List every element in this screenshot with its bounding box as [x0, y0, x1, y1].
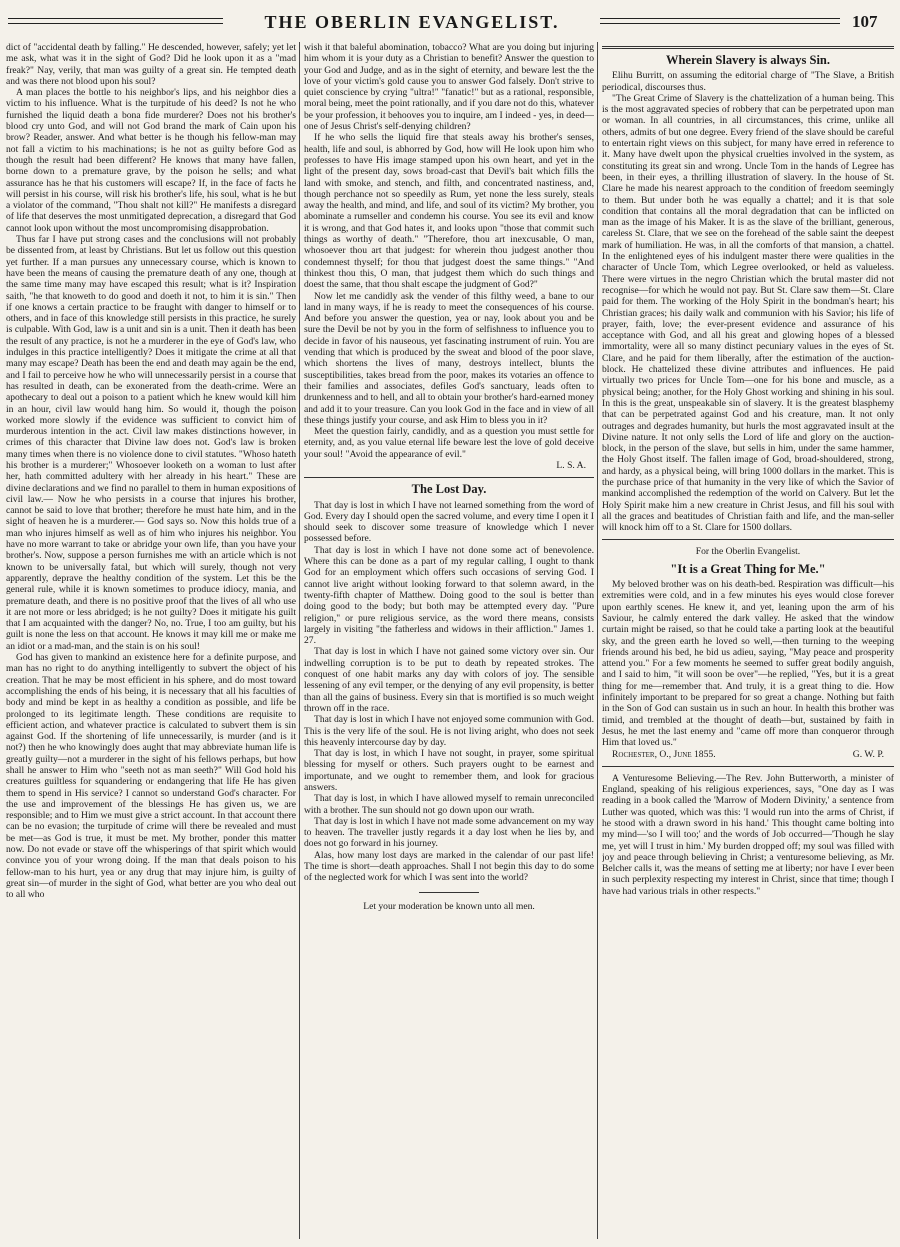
column-3	[602, 42, 894, 1239]
column-1	[6, 42, 296, 1239]
masthead-rule-right	[600, 18, 840, 24]
paragraph: If he who sells the liquid fire that steals away his brother's senses, health, life and soul, is abhorred by God, how will He look upon him who professes to have His image stamped upon his own heart, and yet in the light of the present day, sows broad-cast that Devil's bait which fills the land with smoke, and stench, and filth, and concentrated nastiness, and, though perchance not so speedily as Rum, yet none the less surely, steals away the health, and mind, and life, and soul of its victim? My brother, you abominate a rumseller and condemn his course. You see its evil and know it is wrong, and that God hates it, and looks upon "those that commit such things as worthy of death." "Therefore, thou art inexcusable, O man, whosoever thou art that judgest: for wherein thou judgest another thou condemnest thyself; for thou that judgest doest the same things." "And thinkest thou this, O man, that judgest them which do such things and doest the same, that thou shalt escape the judgment of God?"	[304, 132, 594, 291]
masthead	[0, 0, 900, 40]
signature: G. W. P.	[852, 748, 884, 760]
motto: Let your moderation be known unto all men.	[363, 900, 535, 912]
masthead-rule-left	[8, 18, 223, 24]
paragraph: That day is lost in which I have not done some act of benevolence. Where this can be done as a part of my regular calling, I ought to thank God for an employment which offers such occasions of serving God. I cannot live aright without looking forward to that solemn award, in the twenty-fifth chapter of Matthew. Doing good to the soul is better than doing good to the body; but both may be attempted every day. "Pure religion," or pure religious service, as the word there means, consists largely in visiting "the fatherless and widows in their affliction." James 1. 27.	[304, 544, 594, 647]
paragraph: That day is lost, in which I have allowed myself to remain unreconciled with a brother. The sun should not go down upon our wrath.	[304, 793, 594, 816]
paragraph: That day is lost in which I have not learned something from the word of God. Every day I should open the sacred volume, and every time I open it I should seek to discover some treasure of knowledge which I never possessed before.	[304, 499, 594, 545]
column-2	[304, 42, 594, 1239]
paragraph: Alas, how many lost days are marked in the calendar of our past life! The time is short—death approaches. Shall I not begin this day to do some of the neglected work for which I was sent into the world?	[304, 849, 594, 884]
signature: L. S. A.	[556, 459, 586, 471]
column-divider	[299, 42, 300, 1239]
paragraph: Thus far I have put strong cases and the conclusions will not probably be dissented from, at least by Christians. But let us follow out this question yet further. If a man pursues any unnecessary course, which is known to have been the means of causing the premature death of any one, though at the same time many may have escaped this result; what is it? Inspiration saith, "he that knoweth to do good and doeth it not, to him it is sin." Then if one knows a certain practice to be fraught with danger to himself or to others, and in face of this knowledge still persists in this practice, he surely is culpable. With God, law is a unit and sin is a unit. Then it death has been the result of any practice, is not he a murderer in the eye of God's law, who indulges in this practice intelligently? Does it mitigate the crime at all that many may escape? Death has been the end and death may again be the end, and I fail to perceive how he who will unnecessarily persist in a course that has resulted in death, can be exonerated from the death-crime. Were an apothecary to deal out a poison to a patient which he knew would kill him in an hour, civil law would hang him. So would it, though the poison worked more slowly if the evidence was sufficient to convict him of murderous intention in the act. Civil law makes distinctions however, in crimes of this character that Divine law does not. God's law is broken many times when there is no violence done to civil statutes. "Whoso hateth his brother is a murderer;" Whosoever looketh on a woman to lust after her, hath committed adultery with her already in his heart." These are divine declarations and we find no parallel to them in human expositions of civil law.— Now he who persists in a course that injures his brother, cannot be said to love that brother; therefore he must hate him, and in the sight of heaven he is a murderer.— God says so. Now this holds true of a man who injures himself as well as of him who injures his neighbor. You have no more warrant to take or abridge your own life, than you have your brother's. Now, suppose a person furnishes me with an article which is not known to be universally fatal, but which will surely, though not very apparently, deprave the healthy condition of the system. Let this be the general rule, while it is known sometimes to produce idiocy, mania, and premature death, and there is no positive proof that the lives of all who use it are not more or less abridged; is he not guilty? Does it mitigate his guilt that I am acquainted with the danger? No, no. True, I too am guilty, but his guilt is none the less on that account. He knows it may kill me or make me an idiot or a mad-man, and the stain is on his soul!	[6, 234, 296, 652]
paragraph: Now let me candidly ask the vender of this filthy weed, a bane to our land in many ways, if he is ready to meet the consequences of his course. And before you answer the question, yea or nay, look about you and be sure the Devil be not by you in the form of selfishness to influence you to decide in favor of his nauseous, yet fascinating instrument of ruin. You are vending that which is produced by the sweat and blood of the poor slave, which shortens the lives of many, destroys intellect, blunts the susceptibilities, takes bread from the poor, makes its votaries an offence to their families and associates, defiles God's sanctuary, leads often to drunkenness and to hell, and all to obtain your brother's hard-earned money and add it to your treasure. Can you look God in the face and in view of all these things justify your course, and ask Him to bless you in it?	[304, 290, 594, 426]
article-kicker: For the Oberlin Evangelist.	[695, 546, 801, 558]
paragraph: A man places the bottle to his neighbor's lips, and his neighbor dies a victim to his influence. What is the turpitude of his deed? Is not he who furnished the liquid death a bona fide murderer? Does not his brother's blood cry unto God, and will not God brand the mark of Cain upon his brow? Reader, answer. And what better is he though his fellow-man may not fall a victim to his machinations; is he not as guilty before God as though the result had been different? He knows that many have fallen, borne down to a premature grave, by the poison he sells; and what assurance has he that his customers will escape? If, in the face of facts he will persist in his course, will risk his brother's life, his soul, what is he but a violator of the command, "Thou shalt not kill?" He manifests a disregard of life that deserves the most unmitigated deprecation, a disregard that God cannot look upon without the most uncompromising disapprobation.	[6, 87, 296, 234]
paragraph: My beloved brother was on his death-bed. Respiration was difficult—his extremities were cold, and in a few minutes his eyes would close forever upon earthly scenes. He knew it, and yet, leaning upon the arm of his Saviour, he calmly entered the dark valley. He asked that the window curtain might be raised, so that he could take a parting look at the beautiful sky, and the green earth he loved so well,—then turning to the weeping friends around his bed, he bid us adieu, saying, "May peace and prosperity attend you." For a few moments he seemed to suffer great bodily anguish, and I said to him, "it will soon be over"—he replied, "Yes, but it is a great thing for me—remember that. And truly, it is a great thing to die. How infinitely important to be prepared for so great a change. Nothing but faith in the Son of God can sustain us in such an hour. In health this brother was timid, and trembled at the thought of death—but, sustained by faith in Jesus, he met the last enemy and "came off more than conqueror through Him that loved us."	[602, 579, 894, 749]
section-rule	[602, 539, 894, 540]
paragraph: That day is lost in which I have not gained some victory over sin. Our indwelling corruption is to be put to death by repeated strokes. The conquest of one habit marks any day with colors of joy. The sensible lessening of any evil temper, or the denying of any evil propensity, is better than all the gains of business. Every sin that is mortified is so much weight thrown off in the race.	[304, 646, 594, 714]
paragraph: Meet the question fairly, candidly, and as a question you must settle for eternity, and, as you value eternal life beware lest the love of gold deceive your soul! "Avoid the appearance of evil."	[304, 426, 594, 460]
paragraph: A Venturesome Believing.—The Rev. John Butterworth, a minister of England, speaking of his religious experiences, says, "One day as I was reading in a book called the 'Marrow of Modern Divinity,' a sentence from Luther was quoted, which was this: 'I would run into the arms of Christ, if he stood with a drawn sword in his hand.' This thought came bolting into my mind—'so I will too;' and the words of Job occurred—'Though he slay me, yet will I trust in him.' My burden dropped off; my soul was filled with joy and peace through believing in Christ; a venturesome believing, as Mr. Belcher calls it, was the means of setting me at liberty; nor have I ever been in such perplexity respecting my interest in Christ, since that time; though I have had various trials in other respects."	[602, 772, 894, 897]
dateline	[602, 749, 894, 760]
paragraph: That day is lost in which I have not enjoyed some communion with God. This is the very life of the soul. He is not living aright, who does not seek this heavenly intercourse day by day.	[304, 714, 594, 748]
paragraph: wish it that baleful abomination, tobacco? What are you doing but injuring him whom it is your duty as a Christian to benefit? Answer the question to your God and Judge, and as in the sight of eternity, and beware lest the the love of your victim's gold cause you to answer God falsely. Don't strive to quiet conscience by crying "ultra!" "fanatic!" but as a rational, responsible, moral being, meet the point rationally, and if you dare not do this, whatever be your profession, it behooves you to inquire, am I indeed - yes, in deed—one of Jesus Christ's self-denying children?	[304, 42, 594, 133]
section-rule	[419, 892, 479, 893]
article-title: The Lost Day.	[411, 482, 487, 497]
section-rule	[602, 766, 894, 767]
section-rule	[602, 46, 894, 49]
column-divider	[597, 42, 598, 1239]
dateline-place: Rochester, O., June 1855.	[612, 748, 716, 760]
article-title: "It is a Great Thing for Me."	[670, 561, 826, 576]
paragraph: "The Great Crime of Slavery is the chattelization of a human being. This is the most aggravated species of robbery that can be perpetrated upon man or woman. In all countries, in all circumstances, this crime, unlike all others, admits of but one degree. Every friend of the slave should be careful to entertain right views on this subject, for many have erred in reference to it. Many have dwelt upon the physical cruelties involved in the system, as constituting its great sin and wrong. Uncle Tom in the hands of Legree has been, in their eyes, a thrilling illustration of slavery. In the house of St. Clare he made his nearest approach to the condition of freedom seemingly to them. But under both he was equally a chattel; and it is that sole condition that contains all the moral degradation that can be inflicted on man as the image of his Maker. It is as the slave of the brilliant, generous, careless St. Clare, that we see on the forehead of the sable saint the deepest mark of humiliation. He was, in all the comforts of that mansion, a chattel. In the enlightened eyes of his indulgent master there were qualities in the character of Uncle Tom, which Legree overlooked, or held as valueless. There were virtues in the negro Christian which the brutal master did not recognise—for which he would not pay. But St. Clare saw them—St. Clare paid for them. The working of the Holy Spirit in the bondman's heart; his Christian graces; his daily walk and communion with his Savior; his life of prayer, faith, love; the ever-present evidence and assurance of his acceptance with God, and all his great and glowing hopes of a blessed immortality, were all so many distinct pecuniary values in the eyes of St. Clare, and he paid for them liberally, after the estimation of the auction-block. He chattelized these divine attributes and influences. He paid virtually two prices for Uncle Tom—one for his bone and muscle, as a physical being; another, for the Holy Ghost working and shining in his soul. In this is the great, unspeakable sin of slavery. It is the greatest blasphemy that can be perpetrated against God and his creature, man. It not only outrages and degrades humanity, but hurls the most aggravated insult at the Divine nature. It not only sells the Lord of life and glory on the auction-block, in the person of the slave, but sells in him, under the same hammer, the Holy Ghost itself. The fallen image of God, broad-shouldered, strong, and hardy, as a physical being, will bring 1000 dollars in the market. This is the purchase price of that humanity in the very like of which the Savior of mankind accomplished the redemption of the world on Calvery. But let the Holy Spirit make him a new creature in Christ Jesus, and fill his soul with all the graces and beatitudes of Christian faith and life, and the man-seller will knock him off to a St. Clare for 1500 dollars.	[602, 92, 894, 534]
paragraph: God has given to mankind an existence here for a definite purpose, and man has no right to do anything intelligently to subvert the object of his creation. That he may be most efficient in his sphere, and do most toward accomplishing the ends of his being, it is necessary that all his faculties of body and mind be kept in as healthy a condition as possible, and life be prolonged to its legitimate length. These conditions are requisite to efficient action, and whatever practice is calculated to subvert them is sin against God. If the shortening of life unnecessarily, is murder (and is it not?) then he who knowingly does aught that may abbreviate human life is greatly guilty—not a murderer in the sight of his fellows perhaps, but how shall he answer to Him who "seeth not as man seeth?" Will God hold his creatures guiltless for squandering or endangering that life He has given them to spend in His service? I cannot so understand God's character. For the use and improvement of the blessings He has given us, we are responsible; and to Him we must give a strict account. In that account there can be no evasion; the turpitude of crime will there be revealed and must be met—as God is true, it must be met. My brother, ponder this matter now. Do not evade or stave off the whisperings of that spirit which would convince you of your wrong doing. If the man that deals poison to his fellow-man to his hurt, yea or any drug that may injure him, is guilty of great sin—of murder in the sight of God, what better are you who deal out to all who	[6, 652, 296, 901]
paragraph: dict of "accidental death by falling." He descended, however, safely; yet let me ask, what was it in the sight of God? Did he look upon it as a "mad freak?" Nay, verily, that man was guilty of a great sin. He tempted death and was there not blood upon his soul?	[6, 42, 296, 87]
page-number: 107	[852, 12, 878, 31]
paragraph: That day is lost in which I have not made some advancement on my way to heaven. The traveller justly regards it a day lost when he lies by, and does not go forward in his journey.	[304, 815, 594, 850]
article-title: Wherein Slavery is always Sin.	[665, 53, 831, 67]
paragraph: That day is lost, in which I have not sought, in prayer, some spiritual blessing for myself or others. Such prayers ought to be earnest and importunate, and we ought to remember them, and look for gracious answers.	[304, 748, 594, 793]
newspaper-title: THE OBERLIN EVANGELIST.	[264, 12, 560, 32]
paragraph: Elihu Burritt, on assuming the editorial charge of "The Slave, a British periodical, discourses thus.	[602, 70, 894, 93]
section-rule	[304, 477, 594, 478]
